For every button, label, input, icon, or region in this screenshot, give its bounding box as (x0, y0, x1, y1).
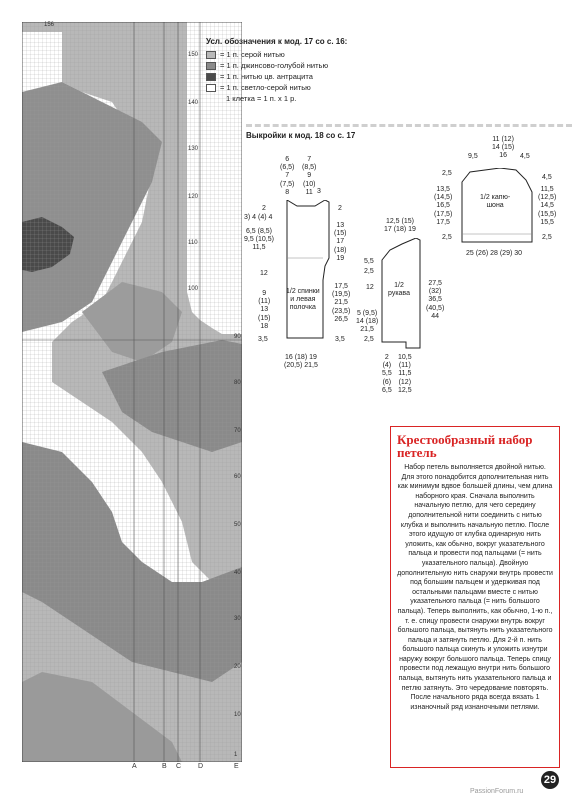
swatch-icon (206, 73, 216, 81)
hood-top-left-measure: 9,5 (468, 153, 478, 160)
back-left-measure-e: 9 (11) 13 (15) 18 (258, 290, 271, 330)
sleeve-piece-label: 1/2 рукава (388, 282, 410, 298)
swatch-icon (206, 51, 216, 59)
back-top-measure-c: 3 (317, 188, 321, 195)
back-right-measure-b: 13 (15) 17 (18) 19 (334, 222, 347, 262)
info-box (390, 426, 560, 768)
row-number: 80 (234, 380, 241, 386)
sleeve-left-measure-e: 2,5 (364, 336, 374, 343)
hood-top-right-measure: 4,5 (520, 153, 530, 160)
back-right-measure-c: 17,5 (19,5) 21,5 (23,5) 26,5 (332, 283, 351, 323)
row-number: 100 (188, 286, 199, 292)
info-title: Крестообразный набор петель (397, 432, 533, 460)
legend-title: Усл. обозначения к мод. 17 со с. 16: (206, 37, 348, 46)
back-top-measure-a: 6 (6,5) 7 (7,5) 8 (280, 156, 295, 196)
legend-item: = 1 п. нитью цв. антрацита (206, 71, 386, 82)
sleeve-bottom-measure-a: 2 (4) 5,5 (6) 6,5 (382, 354, 392, 394)
row-number: 40 (234, 570, 241, 576)
column-letter: A (132, 763, 137, 770)
sleeve-left-measure-a: 5,5 (364, 258, 374, 265)
page-number: 29 (541, 771, 559, 789)
chart-graphic (22, 22, 242, 762)
row-number: 1 (234, 752, 238, 758)
back-left-measure-f: 3,5 (258, 336, 268, 343)
back-bottom-measure: 16 (18) 19 (20,5) 21,5 (284, 354, 318, 370)
row-number: 150 (188, 52, 199, 58)
back-top-measure-b: 7 (8,5) 9 (10) 11 (302, 156, 317, 196)
hood-right-measure-a: 4,5 (542, 174, 552, 181)
row-number: 120 (188, 194, 199, 200)
knitting-chart (22, 22, 242, 762)
back-piece-label: 1/2 спинки и левая полочка (286, 288, 320, 312)
row-number: 130 (188, 146, 199, 152)
sleeve-left-measure-d: 5 (9,5) 14 (18) 21,5 (356, 310, 379, 334)
row-number: 70 (234, 428, 241, 434)
back-right-measure-a: 2 (338, 205, 342, 212)
row-number: 10 (234, 712, 241, 718)
swatch-icon (206, 62, 216, 70)
row-number: 20 (234, 664, 241, 670)
row-number: 90 (234, 334, 241, 340)
legend-note: 1 клетка = 1 п. х 1 р. (226, 94, 297, 103)
hood-bottom-measure: 25 (26) 28 (29) 30 (466, 250, 523, 257)
hood-top-measure: 11 (12) 14 (15) 16 (492, 136, 515, 160)
back-left-measure-d: 12 (260, 270, 268, 277)
sleeve-left-measure-b: 2,5 (364, 268, 374, 275)
legend-item: = 1 п. серой нитью (206, 49, 386, 60)
row-number: 50 (234, 522, 241, 528)
back-pattern-shape (283, 200, 333, 340)
sleeve-bottom-measure-b: 10,5 (11) 11,5 (12) 12,5 (398, 354, 412, 394)
hood-left-measure-c: 2,5 (442, 234, 452, 241)
column-letter: B (162, 763, 167, 770)
back-left-measure-a: 2 (262, 205, 266, 212)
hood-right-measure-b: 11,5 (12,5) 14,5 (15,5) 15,5 (538, 186, 557, 226)
column-letter: D (198, 763, 204, 770)
chart-top-label: 156 (44, 22, 55, 28)
back-left-measure-c: 6,5 (8,5) 9,5 (10,5) 11,5 (244, 228, 274, 252)
row-number: 30 (234, 616, 241, 622)
hood-right-measure-c: 2,5 (542, 234, 552, 241)
legend-item: = 1 п. джинсово-голубой нитью (206, 60, 386, 71)
section-divider (246, 124, 572, 127)
hood-left-measure-a: 2,5 (442, 170, 452, 177)
row-number: 60 (234, 474, 241, 480)
sleeve-left-measure-c: 12 (366, 284, 374, 291)
sleeve-right-measure: 27,5 (32) 36,5 (40,5) 44 (426, 280, 445, 320)
watermark: PassionForum.ru (470, 788, 524, 795)
legend-item: = 1 п. светло-серой нитью (206, 82, 386, 93)
back-left-measure-b: 3) 4 (4) 4 (244, 214, 273, 221)
row-number: 110 (188, 240, 198, 246)
column-letter: C (176, 763, 182, 770)
sleeve-top-measure: 12,5 (15) 17 (18) 19 (384, 218, 416, 234)
column-letter: E (234, 763, 239, 770)
row-number: 140 (188, 100, 199, 106)
patterns-title: Выкройки к мод. 18 со с. 17 (246, 131, 356, 140)
hood-left-measure-b: 13,5 (14,5) 16,5 (17,5) 17,5 (434, 186, 453, 226)
back-right-measure-d: 3,5 (335, 336, 345, 343)
chart-legend (206, 36, 386, 104)
info-text: Набор петель выполняется двойной нитью. Для этого понадобится дополнительная нить как минимум вдвое большей длины, чем длина наборного края. Сначала выполнить начальную петлю, для чего середину дополнительной нити соединить с нитью клубка и выполнить начальную петлю. После этого идущую от клубка одинарную нить уложить, как обычно, вокруг указательного пальца и провести под пальцами (= нить указательного пальца). Двойную дополнительную нить снаружи внутрь провести под большим пальцем и удерживая под остальными пальцами вместе с нитью указательного пальца (= нить большого пальца). Теперь выполнить, как обычно, 1-ю п., т. е. спицу провести снаружи внутрь вокруг большого пальца, вытянуть нить указательного пальца и затянуть петлю. Для 2-й п. нить большого пальца скинуть и уложить изнутри наружу вокруг большого пальца. Теперь спицу провести под лежащую внутри нить большого пальца, вытянуть нить указательного пальца и петлю затянуть. Это чередование повторять. После начального ряда всегда вязать 1 изнаночный ряд изнаночными петлями. (397, 464, 553, 711)
swatch-icon (206, 84, 216, 92)
hood-piece-label: 1/2 капю- шона (480, 194, 511, 210)
